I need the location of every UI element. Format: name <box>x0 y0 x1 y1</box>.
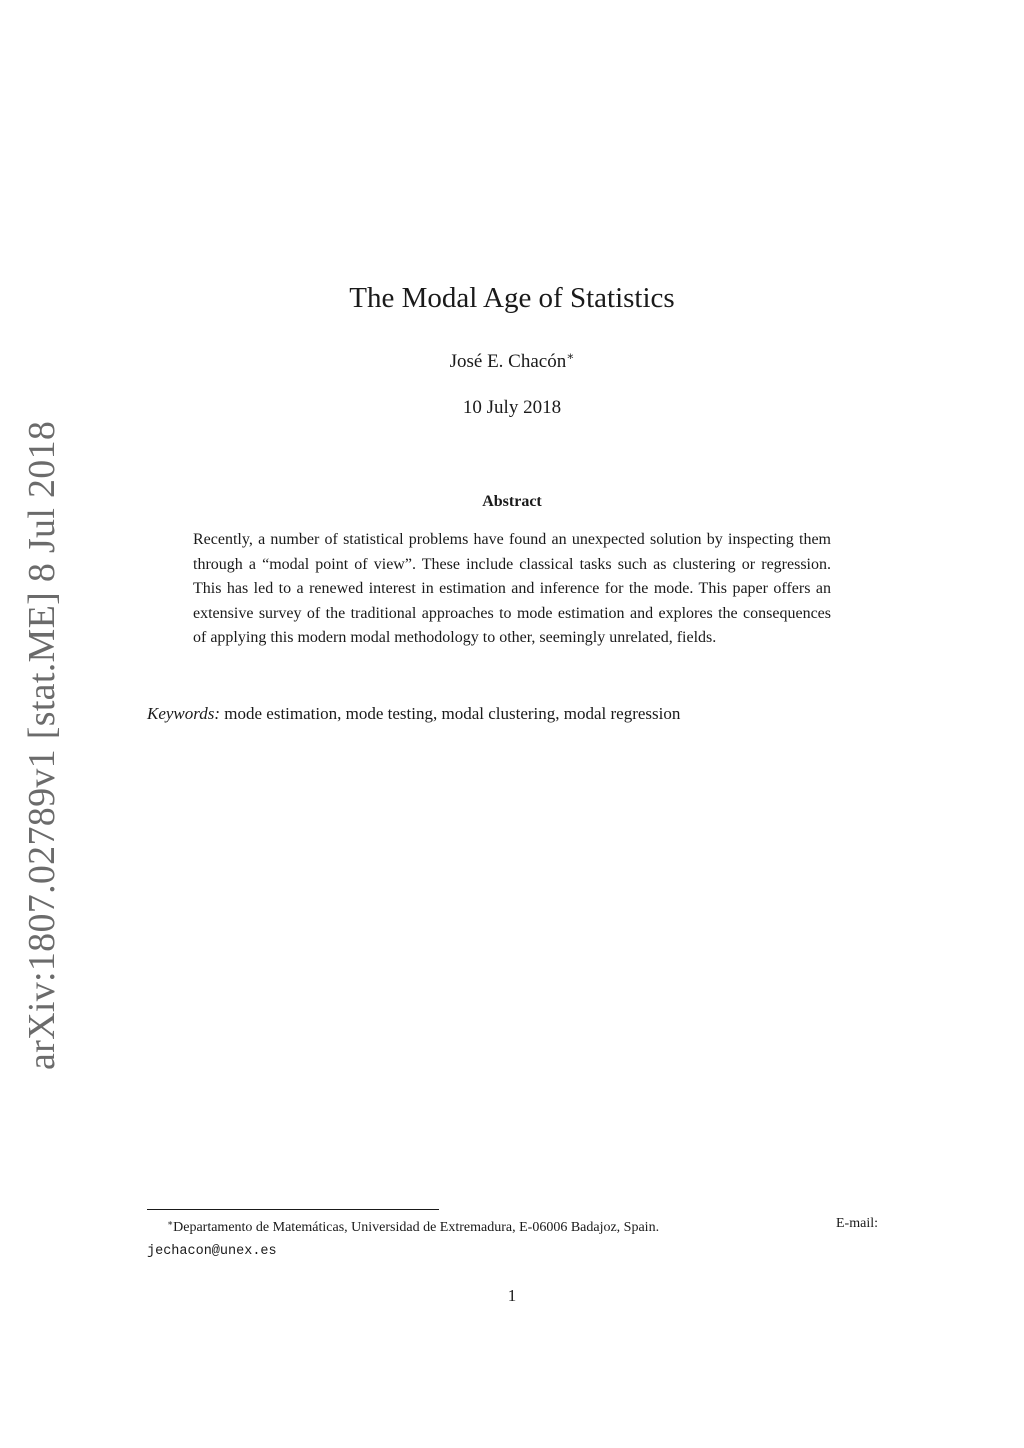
arxiv-identifier-stamp: arXiv:1807.02789v1 [stat.ME] 8 Jul 2018 <box>21 420 63 1070</box>
footnote-marker: ∗ <box>167 1218 174 1228</box>
paper-date: 10 July 2018 <box>462 397 562 418</box>
abstract-body: Recently, a number of statistical problems have found an unexpected solution by inspecting them through a “modal point of view”. These include classical tasks such as clustering or regression. This has led to a renewed interest in estimation and inference for the mode. This paper offers an extensive survey of the traditional approaches to mode estimation and explores the consequences of applying this modern modal methodology to other, seemingly unrelated, fields. <box>193 531 831 647</box>
page-number: 1 <box>507 1286 517 1305</box>
abstract-heading: Abstract <box>482 493 542 510</box>
author-footnote-marker: ∗ <box>566 349 575 363</box>
footnote <box>147 1212 878 1263</box>
keywords-label: Keywords: <box>147 704 221 723</box>
author-line <box>0 349 1024 373</box>
footnote-affiliation-wrap <box>147 1212 659 1239</box>
keywords-line <box>147 704 887 724</box>
footnote-first-line <box>147 1212 878 1239</box>
keywords-text: mode estimation, mode testing, modal clustering, modal regression <box>224 704 681 723</box>
footnote-divider <box>147 1209 439 1210</box>
footnote-email[interactable]: jechacon@unex.es <box>147 1244 277 1259</box>
author-name: José E. Chacón <box>449 351 567 372</box>
footnote-email-label: E-mail: <box>836 1216 878 1231</box>
paper-title: The Modal Age of Statistics <box>349 282 675 314</box>
footnote-email-line <box>147 1239 878 1263</box>
footnote-affiliation: Departamento de Matemáticas, Universidad de Extremadura, E-06006 Badajoz, Spain. <box>173 1220 660 1235</box>
